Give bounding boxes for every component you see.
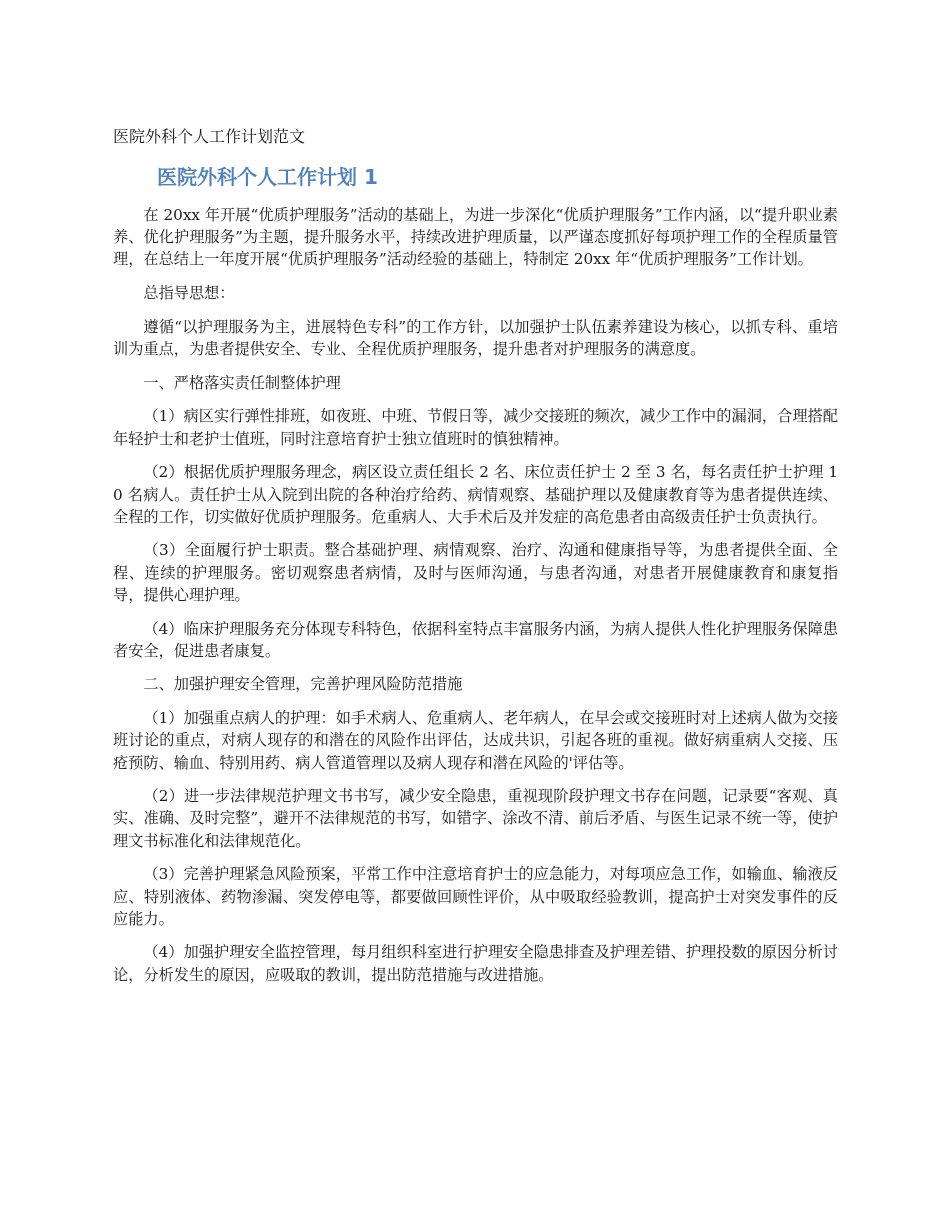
paragraph-1-4: （4）临床护理服务充分体现专科特色，依据科室特点丰富服务内涵，为病人提供人性化护理服务保障患者安全，促进患者康复。 bbox=[113, 619, 838, 660]
paragraph-2-3: （3）完善护理紧急风险预案，平常工作中注意培育护士的应急能力，对每项应急工作，如输血、输液反应、特别液体、药物渗漏、突发停电等，都要做回顾性评价，从中吸取经验教训，提高护士对突发事件的反应能力。 bbox=[113, 865, 838, 928]
paragraph-1-2: （2）根据优质护理服务理念，病区设立责任组长 2 名、床位责任护士 2 至 3 名，每名责任护士护理 10 名病人。责任护士从入院到出院的各种治疗给药、病情观察、基础护理以及健康教育等为患者提供连续、全程的工作，切实做好优质护理服务。危重病人、大手术后及并发症的高危患者由高级责任护士负责执行。 bbox=[113, 463, 838, 526]
document-title: 医院外科个人工作计划范文 bbox=[113, 127, 306, 146]
paragraph-2-2: （2）进一步法律规范护理文书书写，减少安全隐患，重视现阶段护理文书存在问题，记录要“客观、真实、准确、及时完整”，避开不法律规范的书写，如错字、涂改不清、前后矛盾、与医生记录不统一等，使护理文书标准化和法律规范化。 bbox=[113, 787, 838, 850]
paragraph-1-3: （3）全面履行护士职责。整合基础护理、病情观察、治疗、沟通和健康指导等，为患者提供全面、全程、连续的护理服务。密切观察患者病情，及时与医师沟通，与患者沟通，对患者开展健康教育和康复指导，提供心理护理。 bbox=[113, 541, 838, 604]
section-title-1: 一、严格落实责任制整体护理 bbox=[143, 373, 341, 392]
paragraph-2-1: （1）加强重点病人的护理：如手术病人、危重病人、老年病人，在早会或交接班时对上述病人做为交接班讨论的重点，对病人现存的和潜在的风险作出评估，达成共识，引起各班的重视。做好病重病人交接、压疮预防、输血、特别用药、病人管道管理以及病人现存和潜在风险的'评估等。 bbox=[113, 709, 838, 772]
document-body bbox=[113, 204, 838, 997]
paragraph-1-1: （1）病区实行弹性排班，如夜班、中班、节假日等，减少交接班的频次，减少工作中的漏洞，合理搭配年轻护士和老护士值班，同时注意培育护士独立值班时的慎独精神。 bbox=[113, 407, 838, 448]
paragraph-guiding-thought: 遵循“以护理服务为主，进展特色专科”的工作方针，以加强护士队伍素养建设为核心，以抓专科、重培训为重点，为患者提供安全、专业、全程优质护理服务，提升患者对护理服务的满意度。 bbox=[113, 317, 838, 359]
paragraph-guiding-label: 总指导思想： bbox=[143, 284, 235, 303]
paragraph-intro: 在 20xx 年开展“优质护理服务”活动的基础上，为进一步深化“优质护理服务”工作内涵，以“提升职业素养、优化护理服务”为主题，提升服务水平，持续改进护理质量，以严谨态度抓好每项护理工作的全程质量管理，在总结上一年度开展“优质护理服务”活动经验的基础上，特制定 20xx 年“优质护理服务”工作计划。 bbox=[113, 206, 838, 269]
section-title-2: 二、加强护理安全管理，完善护理风险防范措施 bbox=[143, 675, 463, 694]
section-heading: 医院外科个人工作计划 1 bbox=[157, 165, 378, 189]
paragraph-2-4: （4）加强护理安全监控管理，每月组织科室进行护理安全隐患排查及护理差错、护理投数的原因分析讨论，分析发生的原因，应吸取的教训，提出防范措施与改进措施。 bbox=[113, 943, 838, 984]
